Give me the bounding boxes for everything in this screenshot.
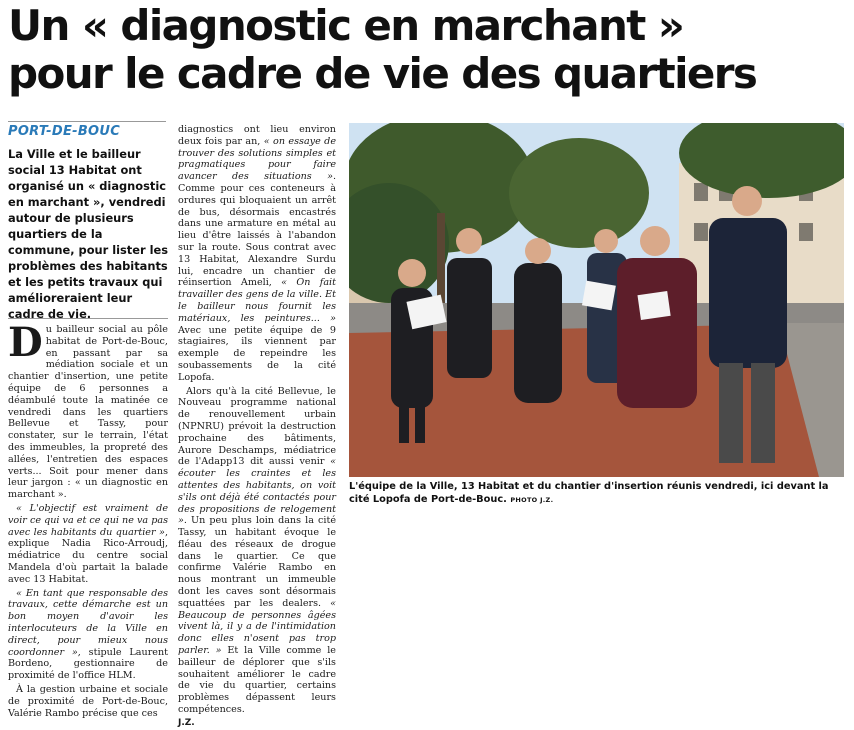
paragraph-5-text-c: Avec une petite équipe de 9 stagiaires, ils viennent par exemple de repeindre les soubassements de la cité Lopofa. [178, 324, 336, 383]
quote-bordeno: « En tant que responsable des travaux, cette démarche est un bon moyen d'avoir les interlocuteurs de la Ville en direct, pour mieux nous coordonner » [8, 587, 168, 658]
headline [8, 2, 848, 98]
paragraph-5-text-a: diagnostics ont lieu environ deux fois par an, [178, 124, 336, 147]
paragraph-2-text: , explique Nadia Rico-Arroudj, médiatrice du centre social Mandela d'où partait la balade avec 13 Habitat. [8, 526, 168, 585]
headline-line-2: pour le cadre de vie des quartiers [8, 49, 757, 98]
quote-deschamps: « écouter les craintes et les attentes des habitants, on voit s'ils ont déjà été contactés pour des propositions de relogement » [178, 456, 336, 527]
paragraph-1 [8, 319, 168, 501]
quote-rambo-1: « on essaye de trouver des solutions simples et pragmatiques pour faire avancer des situations » [178, 135, 336, 183]
drop-cap: D [8, 319, 43, 366]
paragraph-2 [8, 503, 168, 586]
quote-surdu: « On fait travailler des gens de la ville. Et le bailleur nous fournit les matériaux, les peintures... » [178, 277, 336, 324]
paragraph-4: À la gestion urbaine et sociale de proximité de Port-de-Bouc, Valérie Rambo précise que ces [8, 683, 168, 719]
paragraph-6-text-b: . Un peu plus loin dans la cité Tassy, un habitant évoque le fléau des réseaux de drogue dans le quartier. Ce que confirme Valérie Rambo en nous montrant un immeuble dont les caves sont désormais squattées par les dealers. [178, 515, 336, 609]
group-photo [349, 123, 844, 477]
paragraph-6 [178, 386, 336, 716]
author-signature: J.Z. [178, 717, 195, 728]
paragraph-6-text-a: Alors qu'à la cité Bellevue, le Nouveau programme national de renouvellement urbain (NPNRU) prévoit la destruction prochaine des bâtiments, Aurore Deschamps, médiatrice de l'Adapp13 dit aussi venir [178, 385, 336, 468]
paragraph-6-text-c: Et la Ville comme le bailleur de déplorer que s'ils souhaitent améliorer le cadre de vie du quartier, certains problèmes dépassent leurs compétences. [178, 645, 336, 716]
standfirst: La Ville et le bailleur social 13 Habitat ont organisé un « diagnostic en marchant », vendredi autour de plusieurs quartiers de la commune, pour lister les problèmes des habitants et les petits travaux qui amélioreraient leur cadre de vie. [8, 147, 168, 321]
paragraph-5-text-b: . Comme pour ces conteneurs à ordures qui bloquaient un arrêt de bus, désormais encastrés dans une armature en métal au lieu d'être laissés à l'abandon sur la route. Sous contrat avec 13 Habitat, Alexandre Surdu lui, encadre un chantier de réinsertion Ameli, [178, 171, 336, 289]
paragraph-3-text: , stipule Laurent Bordeno, gestionnaire de proximité de l'office HLM. [8, 646, 168, 682]
paragraph-3 [8, 588, 168, 682]
photo-credit: PHOTO J.Z. [510, 495, 554, 504]
article-column-1 [8, 319, 168, 721]
paragraph-5 [178, 124, 336, 384]
kicker-location: PORT-DE-BOUC [8, 121, 166, 139]
group-photo-illustration [349, 123, 844, 477]
headline-line-1: Un « diagnostic en marchant » [8, 1, 684, 50]
photo-caption [349, 481, 846, 506]
quote-rambo-2: « Beaucoup de personnes âgées vivent là, il y a de l'intimidation donc elles n'osent pas trop parler. » [178, 597, 336, 657]
paragraph-1-text: u bailleur social au pôle habitat de Port-de-Bouc, en passant par sa médiation sociale et un chantier d'insertion, une petite équipe de 6 personnes a déambulé toute la matinée ce vendredi dans les quartiers Bellevue et Tassy, pour constater, sur le terrain, l'état des immeubles, la propreté des allées, l'entretien des espaces verts... Soit pour mener dans leur jargon : « un diagnostic en marchant ». [8, 324, 168, 501]
quote-rico-arroudj: « L'objectif est vraiment de voir ce qui va et ce qui ne va pas avec les habitants du quartier » [8, 502, 168, 538]
article-column-2 [178, 124, 336, 730]
photo-caption-text: L'équipe de la Ville, 13 Habitat et du chantier d'insertion réunis vendredi, ici devant la cité Lopofa de Port-de-Bouc. [349, 481, 829, 505]
